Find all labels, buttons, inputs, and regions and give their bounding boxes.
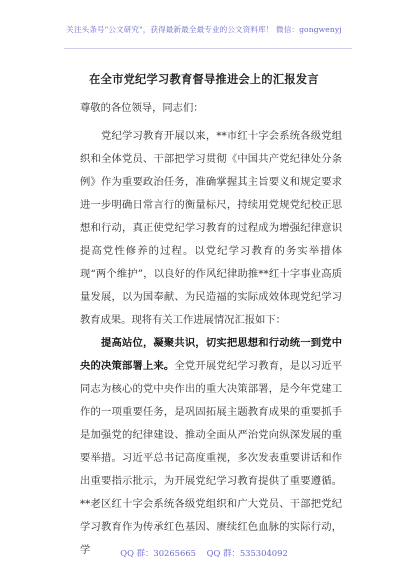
document-body [80,97,342,562]
salutation: 尊敬的各位领导，同志们： [80,102,204,114]
footer-qq-group-1: QQ 群：30265665 [120,548,196,558]
footer [0,547,408,559]
paragraph-intro: 党纪学习教育开展以来，**市红十字会系统各级党组织和全体党员、干部把学习贯彻《中国共产党纪律处分条例》作为重要政治任务，准确掌握其主旨要义和规定要求进一步明确日常言行的衡量标尺，持续用党规党纪校正思想和行动，真正使党纪学习教育的过程成为增强纪律意识提高党性修养的过程。以党纪学习教育的务实举措体现“两个维护”，以良好的作风纪律助推**红十字事业高质量发展，以为国奉献、为民造福的实际成效体现党纪学习教育成果。现将有关工作进展情况汇报如下： [80,130,342,326]
paragraph-section-1 [80,332,342,562]
section-text: 全党开展党纪学习教育，是以习近平同志为核心的党中央作出的重大决策部署，是今年党建工作的一项重要任务，是巩固拓展主题教育成果的重要抓手是加强党的纪律建设、推动全面从严治党向纵深发展的重要举措。习近平总书记高度重视，多次发表重要讲话和作出重要指示批示，为开展党纪学习教育提供了重要遵循。**老区红十字会系统各级党组织和广大党员、干部把党纪学习教育作为传承红色基因、赓续红色血脉的实际行动，学 [80,360,343,556]
document-title: 在全市党纪学习教育督导推进会上的汇报发言 [89,72,319,86]
header-note: 关注头条号"公文研究"，获得最新最全最专业的公文资料库！ 微信：gongwenyj [66,25,342,34]
header-divider [64,48,352,49]
footer-qq-group-2: QQ 群：535304092 [206,548,288,558]
section-heading: 提高站位，凝聚共识，切实把思想和行动统一到党中央的决策部署上来。 [80,337,342,372]
